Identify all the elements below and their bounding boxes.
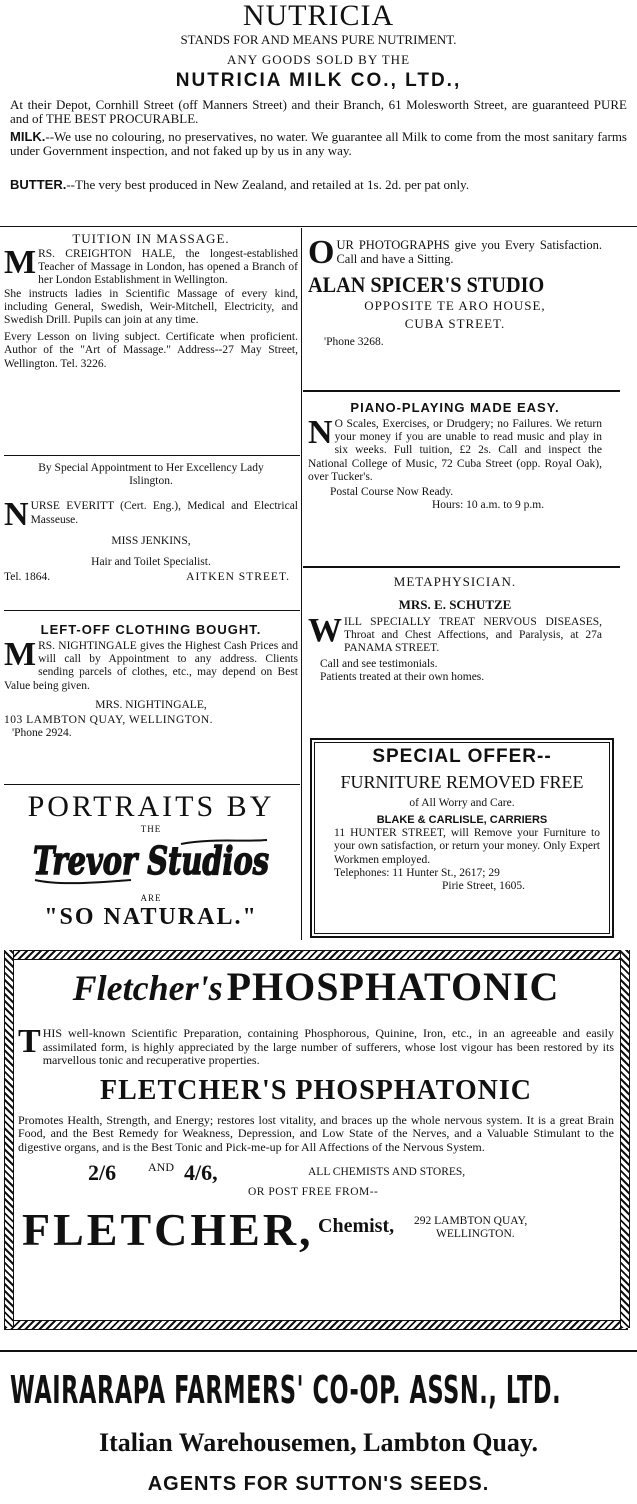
clothing-drop-cap: M bbox=[4, 636, 37, 673]
nutricia-depot-text: At their Depot, Cornhill Street (off Manners Street) and their Branch, 61 Molesworth Street, are guaranteed PURE and of THE BEST PROCURABLE. bbox=[10, 97, 627, 126]
spicer-ad bbox=[308, 234, 602, 388]
metaphysician-testimonials: Call and see testimonials. bbox=[320, 657, 438, 670]
nurse-appointment: By Special Appointment to Her Excellency Lady Islington. bbox=[38, 462, 264, 488]
massage-instructs: She instructs ladies in Scientific Massage of every kind, including General, Swedish, Weir-Mitchell, Electricity, and Swedish Drill. Pupils can join at any time. bbox=[4, 287, 298, 327]
offer-tel2: Pirie Street, 1605. bbox=[442, 880, 526, 893]
massage-text bbox=[4, 244, 298, 288]
fletcher-title-script: Fletcher's bbox=[72, 968, 223, 1008]
portraits-slogan: "SO NATURAL." bbox=[44, 904, 258, 930]
clothing-text bbox=[4, 636, 298, 693]
wairarapa-line2: Italian Warehousemen, Lambton Quay. bbox=[99, 1428, 538, 1457]
piano-hours: Hours: 10 a.m. to 9 p.m. bbox=[432, 499, 545, 512]
fletcher-stores: ALL CHEMISTS AND STORES, bbox=[308, 1166, 466, 1178]
piano-ad bbox=[308, 400, 602, 564]
metaphysician-body: ILL SPECIALLY TREAT NERVOUS DISEASES, Throat and Chest Affections, and Paralysis, at 27a PANAMA STREET. bbox=[344, 616, 602, 655]
offer-worry: of All Worry and Care. bbox=[409, 797, 515, 809]
nutricia-tagline: STANDS FOR AND MEANS PURE NUTRIMENT. bbox=[180, 32, 457, 47]
spicer-drop-cap: O bbox=[308, 234, 335, 271]
massage-drop-cap: M bbox=[4, 244, 37, 281]
nurse-tel: Tel. 1864. bbox=[4, 571, 51, 584]
fletcher-addr1: 292 LAMBTON QUAY, bbox=[414, 1215, 528, 1228]
studio-logo-graphic bbox=[21, 836, 281, 886]
massage-intro: RS. CREIGHTON HALE, the longest-established Teacher of Massage in London, has opened a Branch of her London Establishment in Wellington. bbox=[38, 248, 298, 287]
clothing-body: RS. NIGHTINGALE gives the Highest Cash Prices and will call by Appointment to any address. Clients sending parcels of clothes, etc., may depend on Best Value being given. bbox=[4, 640, 298, 692]
fletcher-ad bbox=[18, 962, 614, 1316]
nutricia-divider bbox=[0, 226, 637, 227]
clothing-ad bbox=[4, 622, 298, 782]
metaphysician-homes: Patients treated at their own homes. bbox=[320, 670, 485, 683]
wairarapa-name-wrap bbox=[10, 1366, 624, 1414]
fletcher-post: OR POST FREE FROM-- bbox=[248, 1186, 379, 1198]
nurse-street: AITKEN STREET. bbox=[186, 571, 290, 584]
nutricia-ad bbox=[10, 0, 627, 222]
fletcher-title-product: PHOSPHATONIC bbox=[226, 964, 560, 1009]
nutricia-butter-paragraph bbox=[10, 178, 627, 192]
metaphysician-drop-cap: W bbox=[308, 612, 342, 649]
nutricia-company: NUTRICIA MILK CO., LTD., bbox=[175, 70, 462, 91]
milk-label: MILK. bbox=[10, 129, 46, 144]
massage-heading: TUITION IN MASSAGE. bbox=[72, 231, 230, 246]
wairarapa-line3: AGENTS FOR SUTTON'S SEEDS. bbox=[147, 1473, 490, 1495]
fletcher-border-left bbox=[4, 950, 14, 1328]
fletcher-signature bbox=[18, 1205, 614, 1257]
nurse-contact-line bbox=[4, 571, 298, 585]
nurse-text bbox=[4, 496, 298, 534]
piano-heading: PIANO-PLAYING MADE EASY. bbox=[350, 400, 560, 415]
clothing-heading: LEFT-OFF CLOTHING BOUGHT. bbox=[40, 622, 262, 637]
fletcher-addr2: WELLINGTON. bbox=[436, 1228, 515, 1241]
offer-heading: SPECIAL OFFER-- bbox=[372, 746, 552, 767]
metaphysician-text bbox=[308, 612, 602, 656]
column-separator bbox=[301, 228, 302, 940]
portraits-the: THE bbox=[140, 824, 162, 834]
clothing-phone: 'Phone 2924. bbox=[12, 727, 72, 740]
fletcher-price-line bbox=[18, 1160, 614, 1186]
piano-text bbox=[308, 414, 602, 484]
fletcher-border-right bbox=[620, 950, 630, 1328]
milk-text: --We use no colouring, no preservatives, no water. We guarantee all Milk to come from the most sanitary farms under Government inspection, and not faked up by us in any way. bbox=[10, 129, 627, 158]
nurse-drop-cap: N bbox=[4, 496, 29, 534]
fletcher-chemist: Chemist, bbox=[318, 1215, 395, 1238]
spicer-text bbox=[308, 234, 602, 271]
wairarapa-ad bbox=[0, 1360, 637, 1500]
studio-logo-text: Trevor Studios bbox=[33, 838, 269, 883]
fletcher-intro-text: HIS well-known Scientific Preparation, containing Phosphorous, Quinine, Iron, etc., in an agreeable and easily assimilated form, is highly appreciated by the large number of sufferers, whose lost vigour has been restored by its marvellous tonic and recuperative properties. bbox=[42, 1026, 614, 1067]
trevor-studios-logo bbox=[4, 836, 298, 891]
massage-divider bbox=[4, 455, 300, 456]
offer-tel1: Telephones: 11 Hunter St., 2617; 29 bbox=[334, 866, 500, 879]
clothing-address: 103 LAMBTON QUAY, WELLINGTON. bbox=[4, 714, 214, 727]
piano-divider bbox=[303, 566, 620, 568]
nurse-specialty: Hair and Toilet Specialist. bbox=[91, 556, 211, 569]
fletcher-border-bottom bbox=[4, 1320, 628, 1330]
metaphysician-name: MRS. E. SCHUTZE bbox=[398, 597, 512, 612]
fletcher-drop-cap: T bbox=[18, 1023, 41, 1060]
offer-company: BLAKE & CARLISLE, CARRIERS bbox=[376, 814, 548, 827]
spicer-studio-name: ALAN SPICER'S STUDIO bbox=[308, 272, 545, 297]
portraits-line: PORTRAITS BY bbox=[27, 790, 275, 823]
nurse-divider bbox=[4, 610, 300, 611]
massage-lesson: Every Lesson on living subject. Certificate when proficient. Author of the "Art of Massage." Address--27 May Street, Wellington. Tel. 3226. bbox=[4, 331, 298, 370]
special-offer-ad bbox=[310, 738, 614, 938]
fletcher-price-b: 4/6, bbox=[184, 1160, 218, 1185]
metaphysician-ad bbox=[308, 574, 602, 724]
piano-drop-cap: N bbox=[308, 414, 333, 451]
fletcher-heading2: FLETCHER'S PHOSPHATONIC bbox=[100, 1074, 532, 1106]
fletcher-title bbox=[18, 962, 614, 1021]
piano-postal: Postal Course Now Ready. bbox=[330, 486, 454, 499]
spicer-street: CUBA STREET. bbox=[404, 316, 506, 331]
fletcher-price-a: 2/6 bbox=[88, 1160, 117, 1185]
fletcher-name: FLETCHER, bbox=[22, 1204, 314, 1256]
portraits-ad bbox=[4, 790, 298, 936]
massage-ad bbox=[4, 232, 298, 450]
offer-text: 11 HUNTER STREET, will Remove your Furniture to your own satisfaction, or return your money. Only Expert Workmen employed. bbox=[334, 827, 600, 866]
fletcher-body: Promotes Health, Strength, and Energy; restores lost vitality, and braces up the whole nervous system. It is a great Brain Food, and the Best Remedy for Weakness, Depression, and Low State of the Nerves, and a Valuable Stimulant to the digestive organs, and is the Best Tonic and Pick-me-up for All Affections of the Nervous System. bbox=[18, 1112, 614, 1154]
metaphysician-heading: METAPHYSICIAN. bbox=[393, 574, 517, 589]
spicer-intro: UR PHOTOGRAPHS give you Every Satisfaction. Call and have a Sitting. bbox=[336, 238, 602, 266]
fletcher-border-top bbox=[4, 950, 628, 960]
wairarapa-divider bbox=[0, 1350, 637, 1352]
nutricia-title: NUTRICIA bbox=[242, 0, 395, 32]
fletcher-intro bbox=[18, 1023, 614, 1068]
portraits-are: ARE bbox=[140, 893, 162, 903]
nutricia-goods-line: ANY GOODS SOLD BY THE bbox=[226, 52, 411, 67]
spicer-phone: 'Phone 3268. bbox=[324, 336, 384, 348]
nurse-ad bbox=[4, 462, 298, 608]
butter-label: BUTTER. bbox=[10, 177, 67, 192]
clothing-name: MRS. NIGHTINGALE, bbox=[95, 698, 207, 711]
wairarapa-name: WAIRARAPA FARMERS' CO-OP. ASSN., LTD. bbox=[10, 1368, 562, 1412]
spicer-opposite: OPPOSITE TE ARO HOUSE, bbox=[364, 298, 546, 313]
nurse-title: URSE EVERITT (Cert. Eng.), Medical and Electrical Masseuse. bbox=[30, 500, 298, 526]
offer-subheading: FURNITURE REMOVED FREE bbox=[340, 772, 584, 792]
butter-text: --The very best produced in New Zealand, and retailed at 1s. 2d. per pat only. bbox=[66, 177, 470, 192]
piano-body: O Scales, Exercises, or Drudgery; no Failures. We return your money if you are unable to read music and play in six weeks. Full tuition, £2 2s. Call and inspect the National College of Music, 72 Cuba Street (opp. Royal Oak), over Tucker's. bbox=[308, 418, 602, 483]
clothing-divider bbox=[4, 784, 300, 785]
nurse-name: MISS JENKINS, bbox=[111, 534, 191, 547]
nutricia-milk-paragraph bbox=[10, 130, 627, 158]
fletcher-price-and: AND bbox=[148, 1160, 174, 1174]
spicer-divider bbox=[303, 390, 620, 392]
